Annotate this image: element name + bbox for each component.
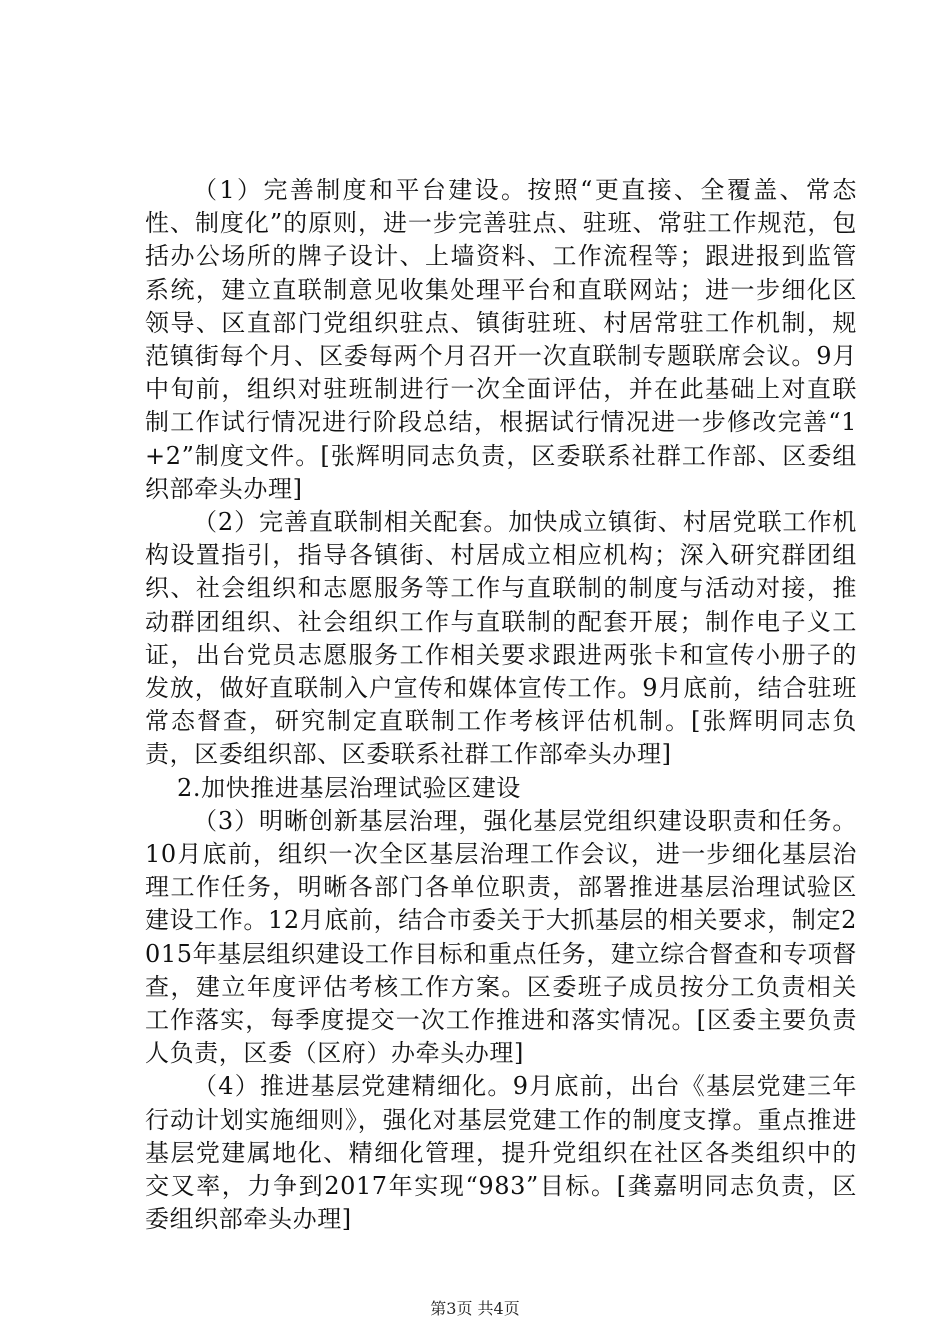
paragraph-item-1: （1）完善制度和平台建设。按照“更直接、全覆盖、常态性、制度化”的原则，进一步完善驻点、驻班、常驻工作规范，包括办公场所的牌子设计、上墙资料、工作流程等；跟进报到监管系统，建立直联制意见收集处理平台和直联网站；进一步细化区领导、区直部门党组织驻点、镇街驻班、村居常驻工作机制，规范镇街每个月、区委每两个月召开一次直联制专题联席会议。9月中旬前，组织对驻班制进行一次全面评估，并在此基础上对直联制工作试行情况进行阶段总结，根据试行情况进一步修改完善“1+2”制度文件。[张辉明同志负责，区委联系社群工作部、区委组织部牵头办理] xyxy=(145,176,857,503)
document-body xyxy=(145,174,857,1237)
page-footer: 第3页 共4页 xyxy=(430,1299,520,1318)
section-heading-2: 2.加快推进基层治理试验区建设 xyxy=(177,773,521,802)
paragraph-item-2: （2）完善直联制相关配套。加快成立镇街、村居党联工作机构设置指引，指导各镇街、村居成立相应机构；深入研究群团组织、社会组织和志愿服务等工作与直联制的制度与活动对接，推动群团组织、社会组织工作与直联制的配套开展；制作电子义工证，出台党员志愿服务工作相关要求跟进两张卡和宣传小册子的发放，做好直联制入户宣传和媒体宣传工作。9月底前，结合驻班常态督查，研究制定直联制工作考核评估机制。[张辉明同志负责，区委组织部、区委联系社群工作部牵头办理] xyxy=(145,508,857,769)
paragraph-item-3: （3）明晰创新基层治理，强化基层党组织建设职责和任务。10月底前，组织一次全区基层治理工作会议，进一步细化基层治理工作任务，明晰各部门各单位职责，部署推进基层治理试验区建设工作。12月底前，结合市委关于大抓基层的相关要求，制定2015年基层组织建设工作目标和重点任务，建立综合督查和专项督查，建立年度评估考核工作方案。区委班子成员按分工负责相关工作落实，每季度提交一次工作推进和落实情况。[区委主要负责人负责，区委（区府）办牵头办理] xyxy=(145,806,857,1068)
paragraph-item-4: （4）推进基层党建精细化。9月底前，出台《基层党建三年行动计划实施细则》，强化对基层党建工作的制度支撑。重点推进基层党建属地化、精细化管理，提升党组织在社区各类组织中的交叉率，力争到2017年实现“983”目标。[龚嘉明同志负责，区委组织部牵头办理] xyxy=(145,1072,857,1234)
